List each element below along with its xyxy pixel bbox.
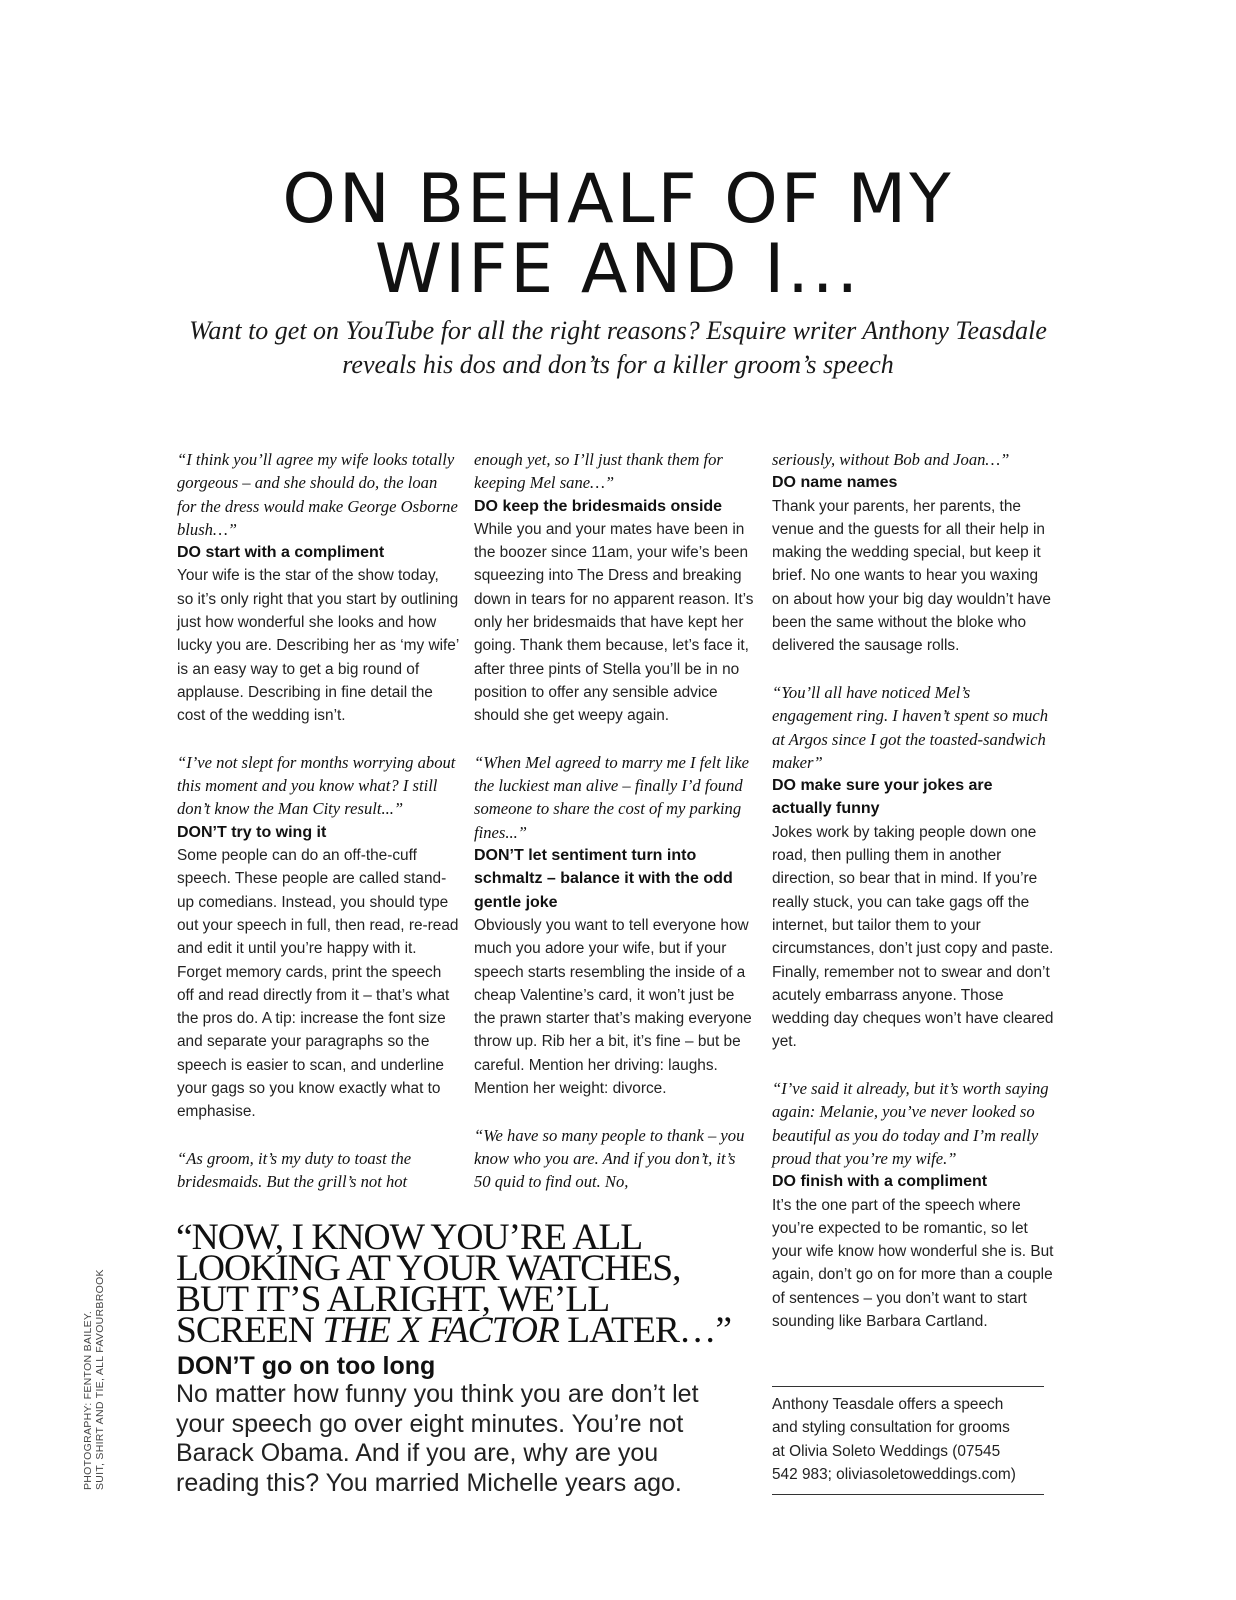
quote-bridesmaids-cont: enough yet, so I’ll just thank them for keeping Mel sane…” — [474, 450, 723, 493]
column-3 — [772, 448, 1054, 1333]
author-credit-line: 542 983; oliviasoletoweddings.com) — [772, 1465, 1016, 1483]
tip-heading: DO finish with a compliment — [772, 1173, 988, 1191]
headline-line-1: ON BEHALF OF MY — [282, 160, 954, 239]
tip-heading: DO keep the bridesmaids onside — [474, 497, 723, 515]
quote-thank-you-cont: seriously, without Bob and Joan…” — [772, 450, 1010, 469]
quote-final-compliment: “I’ve said it already, but it’s worth saying again: Melanie, you’ve never looked so beautiful as you do today and I’m really proud that you’re my wife.” — [772, 1079, 1049, 1168]
tip-body: Some people can do an off-the-cuff speech. These people are called stand-up comedians. Instead, you should type out your speech in full, then read, re-read and edit it until you’re happy with it. Forget memory cards, print the speech off and read directly from it – that’s what the pros do. A tip: increase the font size and separate your paragraphs so the speech is easier to scan, and underline your gags so you know exactly what to emphasise. — [177, 847, 459, 1121]
pull-quote-line: “NOW, I KNOW YOU’RE ALL — [176, 1217, 643, 1258]
tip-body: Jokes work by taking people down one road, then pulling them in another direction, so bear that in mind. If you’re really stuck, you can take gags off the internet, but tailor them to your circumstances, don’t just copy and paste. Finally, remember not to swear and don’t acutely embarrass anyone. Those wedding day cheques won’t have cleared yet. — [772, 823, 1054, 1051]
pull-quote-line: LOOKING AT YOUR WATCHES, — [176, 1248, 681, 1289]
pull-quote-line: BUT IT’S ALRIGHT, WE’LL — [176, 1279, 610, 1320]
pull-quote-text: LATER…” — [558, 1310, 732, 1351]
pull-quote — [176, 1217, 756, 1351]
standfirst-line-2: reveals his dos and don’ts for a killer groom’s speech — [342, 350, 894, 379]
tip-body: Your wife is the star of the show today, so it’s only right that you start by outlining just how wonderful she looks and how lucky you are. Describing her as ‘my wife’ is an easy way to get a big round of applause. Describing in fine detail the cost of the wedding isn’t. — [177, 567, 459, 725]
photo-credit — [82, 1269, 106, 1490]
tip-heading: DO make sure your jokes are actually funny — [772, 777, 993, 818]
quote-engagement-ring: “You’ll all have noticed Mel’s engagement ring. I haven’t spent so much at Argos since I got the toasted-sandwich maker” — [772, 682, 1049, 772]
pull-quote-body — [176, 1380, 756, 1498]
photo-credit-line: PHOTOGRAPHY: FENTON BAILEY. — [82, 1310, 94, 1490]
pull-quote-body-line: No matter how funny you think you are don’t let — [176, 1380, 699, 1408]
standfirst-line-1: Want to get on YouTube for all the right reasons? Esquire writer Anthony Teasdale — [189, 316, 1047, 345]
pull-quote-text: SCREEN — [176, 1310, 323, 1351]
standfirst — [150, 314, 1086, 382]
quote-wing-it: “I’ve not slept for months worrying about this moment and you know what? I still don’t know the Man City result...” — [177, 752, 456, 819]
photo-credit-line: SUIT, SHIRT AND TIE, ALL FAVOURBROOK — [94, 1269, 106, 1490]
headline — [0, 160, 1236, 309]
author-credit-line: Anthony Teasdale offers a speech — [772, 1396, 1004, 1413]
pull-quote-heading: DON’T go on too long — [177, 1352, 436, 1380]
column-1 — [177, 448, 459, 1194]
tip-body: It’s the one part of the speech where you’re expected to be romantic, so let your wife know how wonderful she is. But again, don’t go on for more than a couple of sentences – you don’t want to start sounding like Barbara Cartland. — [772, 1196, 1054, 1330]
pull-quote-body-line: your speech go over eight minutes. You’re not — [176, 1409, 684, 1438]
quote-bridesmaids: “As groom, it’s my duty to toast the bridesmaids. But the grill’s not hot — [177, 1148, 412, 1192]
quote-luckiest-man: “When Mel agreed to marry me I felt like the luckiest man alive – finally I’d found someone to share the cost of my parking fines...” — [474, 752, 749, 842]
tip-heading: DON’T let sentiment turn into schmaltz – balance it with the odd gentle joke — [474, 847, 733, 911]
pull-quote-body-line: reading this? You married Michelle years ago. — [176, 1468, 682, 1497]
tip-heading: DO name names — [772, 474, 898, 492]
tip-body: Thank your parents, her parents, the venue and the guests for all their help in making the wedding special, but keep it brief. No one wants to hear you waxing on about how your big day wouldn’t have been the same without the bloke who delivered the sausage rolls. — [772, 497, 1051, 655]
author-credit-line: and styling consultation for grooms — [772, 1419, 1010, 1437]
pull-quote-body-line: Barack Obama. And if you are, why are you — [176, 1439, 659, 1467]
quote-compliment: “I think you’ll agree my wife looks totally gorgeous – and she should do, the loan for the dress would make George Osborne blush…” — [177, 450, 458, 539]
quote-thank-you: “We have so many people to thank – you know who you are. And if you don’t, it’s 50 quid to find out. No, — [474, 1125, 745, 1192]
tip-body: While you and your mates have been in the boozer since 11am, your wife’s been squeezing into The Dress and breaking down in tears for no apparent reason. It’s only her bridesmaids that have kept her going. Thank them because, let’s face it, after three pints of Stella you’ll be in no position to offer any sensible advice should she get weepy again. — [474, 520, 754, 725]
pull-quote-line — [176, 1310, 756, 1351]
pull-quote-show-title: THE X FACTOR — [322, 1310, 559, 1351]
author-credit-line: at Olivia Soleto Weddings (07545 — [772, 1442, 1001, 1460]
headline-line-2: WIFE AND I... — [374, 230, 862, 309]
column-2 — [474, 448, 756, 1194]
tip-heading: DON’T try to wing it — [177, 823, 327, 841]
author-credit-box — [772, 1386, 1044, 1495]
tip-body: Obviously you want to tell everyone how much you adore your wife, but if your speech starts resembling the inside of a cheap Valentine’s card, it won’t just be the prawn starter that’s making everyone throw up. Rib her a bit, it’s fine – but be careful. Mention her driving: laughs. Mention her weight: divorce. — [474, 916, 752, 1098]
tip-heading: DO start with a compliment — [177, 544, 385, 562]
